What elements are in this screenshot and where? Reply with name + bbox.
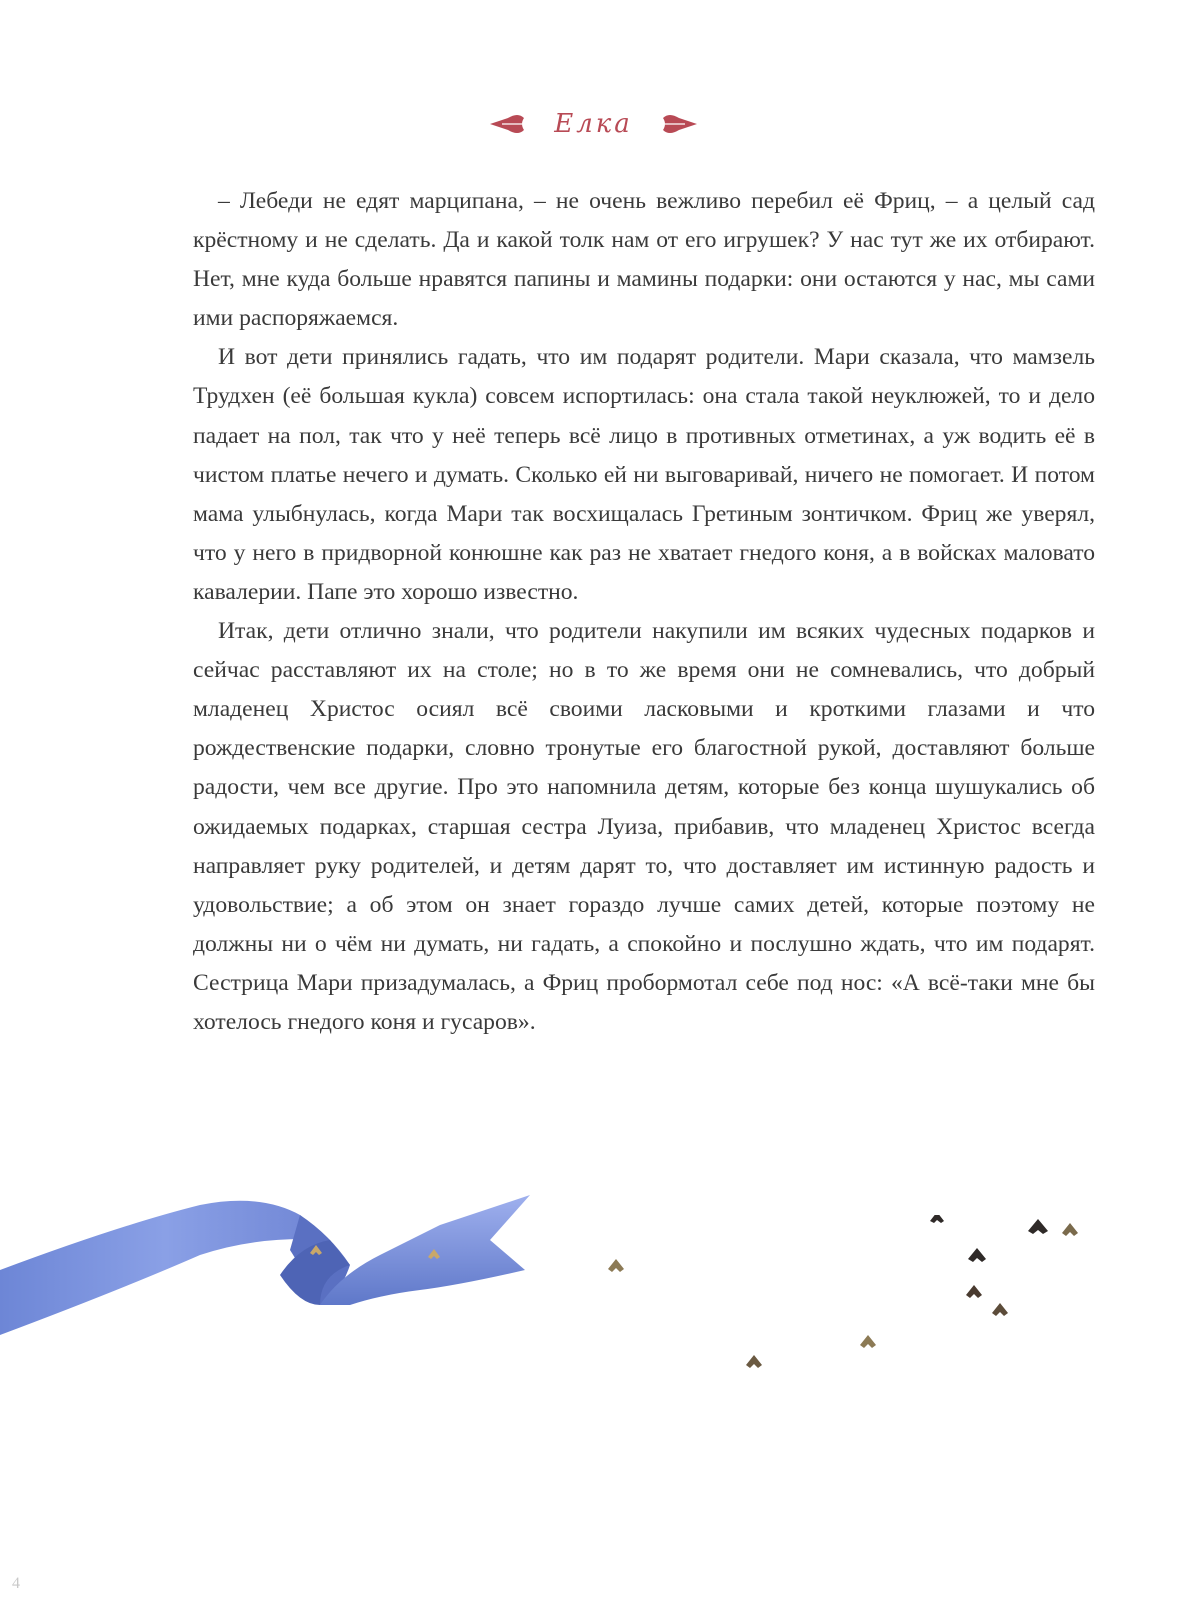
- paragraph-3: Итак, дети отлично знали, что родители накупили им всяких чудесных подарков и сейчас расставляют их на столе; но в то же время они не сомневались, что добрый младенец Христос осиял всё своими ласковыми и кроткими глазами и что рождественские подарки, словно тронутые его благостной рукой, доставляют больше радости, чем все другие. Про это напомнила детям, которые без конца шушукались об ожидаемых подарках, старшая сестра Луиза, прибавив, что младенец Христос всегда направляет руку родителей, и детям дарят то, что доставляет им истинную радость и удовольствие; а об этом он знает гораздо лучше самих детей, которые поэтому не должны ни о чём ни думать, ни гадать, а спокойно и послушно ждать, что им подарят. Сестрица Мари призадумалась, а Фриц пробормотал себе под нос: «А всё-таки мне бы хотелось гнедого коня и гусаров».: [193, 618, 1095, 1035]
- leaf-ornament-left-icon: [488, 110, 528, 138]
- page-number: 4: [12, 1575, 20, 1592]
- leaf-ornament-right-icon: [659, 110, 699, 138]
- blue-ribbon-icon: [0, 1195, 560, 1395]
- paragraph-2: И вот дети принялись гадать, что им подарят родители. Мари сказала, что мамзель Трудхен (её большая кукла) совсем испортилась: она стала такой неуклюжей, то и дело падает на пол, так что у неё теперь всё лицо в противных отметинах, а уж водить её в чистом платье нечего и думать. Сколько ей ни выговаривай, ничего не помогает. И потом мама улыбнулась, когда Мари так восхищалась Гретиным зонтичком. Фриц же уверял, что у него в придворной конюшне как раз не хватает гнедого коня, а в войсках маловато кавалерии. Папе это хорошо известно.: [193, 344, 1095, 605]
- running-header-title: Елка: [554, 109, 633, 139]
- scattered-bells-icon: [600, 1215, 1160, 1415]
- body-text: [193, 182, 1095, 1042]
- paragraph-1: – Лебеди не едят марципана, – не очень вежливо перебил её Фриц, – а целый сад крёстному и не сделать. Да и какой толк нам от его игрушек? У нас тут же их отбирают. Нет, мне куда больше нравятся папины и мамины подарки: они остаются у нас, мы сами ими распоряжаемся.: [193, 188, 1095, 332]
- running-header: [0, 104, 1187, 144]
